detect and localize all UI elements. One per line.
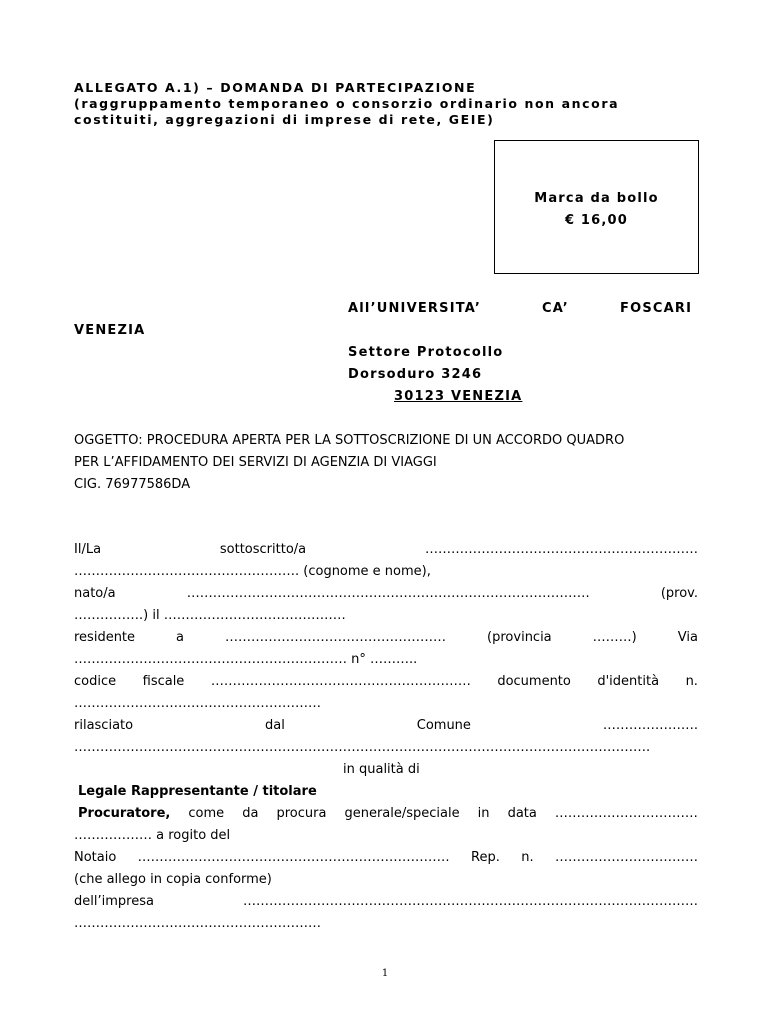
document-subtitle-line2: costituiti, aggregazioni di imprese di rete, GEIE) xyxy=(74,112,495,127)
option-label: Procuratore, xyxy=(78,806,171,821)
form-text: dell’impresa xyxy=(74,894,154,909)
form-text: come xyxy=(188,806,225,821)
form-text: da xyxy=(242,806,259,821)
form-row-id-number: ………………………………………………… xyxy=(74,696,321,711)
subject-line1: OGGETTO: PROCEDURA APERTA PER LA SOTTOSCRIZIONE DI UN ACCORDO QUADRO xyxy=(74,433,625,448)
form-text: n. xyxy=(521,850,534,865)
fill-in-dots: ………) xyxy=(592,630,637,645)
form-text: rilasciato xyxy=(74,718,134,733)
form-text: Il/La xyxy=(74,542,102,557)
form-row-issued-dots: ……………………………………………………………………………………………………………………. xyxy=(74,740,651,755)
form-text: nato/a xyxy=(74,586,116,601)
recipient-office: Settore Protocollo xyxy=(348,345,504,360)
document-title: ALLEGATO A.1) – DOMANDA DI PARTECIPAZIONE xyxy=(74,80,477,95)
recipient-street: Dorsoduro 3246 xyxy=(348,367,483,382)
form-row-company-dots: ………………………………………………… xyxy=(74,916,321,931)
recipient-word-1: All’UNIVERSITA’ xyxy=(348,301,482,316)
fill-in-dots: …………………. xyxy=(602,718,698,733)
recipient-word-3: FOSCARI xyxy=(620,301,693,316)
form-text: Notaio xyxy=(74,850,117,865)
form-text: generale/speciale xyxy=(344,806,460,821)
form-row-attached-copy: (che allego in copia conforme) xyxy=(74,872,272,887)
subject-cig: CIG. 76977586DA xyxy=(74,477,191,492)
form-text: (prov. xyxy=(660,586,698,601)
form-text: a xyxy=(176,630,185,645)
fill-in-dots: …………………………………………… xyxy=(225,630,447,645)
option-legal-representative xyxy=(74,784,317,799)
form-row-notary xyxy=(74,850,698,865)
form-row-birthdate: …………….) il …………………………………… xyxy=(74,608,346,623)
form-text: fiscale xyxy=(142,674,185,689)
fill-in-dots: ………………………………………………………………………………… xyxy=(186,586,590,601)
document-subtitle-line1: (raggruppamento temporaneo o consorzio ordinario non ancora xyxy=(74,96,620,111)
form-row-company xyxy=(74,894,698,909)
form-row-issued xyxy=(74,718,698,733)
revenue-stamp-box xyxy=(494,140,699,274)
form-text: Via xyxy=(677,630,698,645)
form-row-residence xyxy=(74,630,698,645)
form-row-capacity: in qualità di xyxy=(343,762,420,777)
recipient-word-4: VENEZIA xyxy=(74,323,146,338)
option-attorney-label xyxy=(74,806,170,821)
stamp-amount: € 16,00 xyxy=(564,213,629,228)
option-label: Legale Rappresentante / titolare xyxy=(78,784,317,799)
form-text: Rep. xyxy=(471,850,500,865)
form-text: in xyxy=(477,806,490,821)
recipient-city: 30123 VENEZIA xyxy=(394,389,523,404)
fill-in-dots: …………………………… xyxy=(554,850,698,865)
form-row-fiscal-code xyxy=(74,674,698,689)
option-attorney xyxy=(74,806,698,821)
stamp-label: Marca da bollo xyxy=(534,191,659,206)
fill-in-dots: ……………………………………………………………… xyxy=(137,850,450,865)
form-text: d'identità xyxy=(597,674,660,689)
form-text: sottoscritto/a xyxy=(219,542,307,557)
form-text: (provincia xyxy=(487,630,552,645)
form-text: procura xyxy=(276,806,327,821)
form-row-undersigned xyxy=(74,542,698,557)
fill-in-dots: …………………………………………………………………………………………… xyxy=(243,894,698,909)
form-row-born xyxy=(74,586,698,601)
form-text: Comune xyxy=(416,718,471,733)
form-row-name: ……………………………………………. (cognome e nome), xyxy=(74,564,431,579)
form-text: n. xyxy=(685,674,698,689)
subject-line2: PER L’AFFIDAMENTO DEI SERVIZI DI AGENZIA DI VIAGGI xyxy=(74,455,437,470)
page-number: 1 xyxy=(381,968,389,979)
form-text: documento xyxy=(497,674,571,689)
form-text: codice xyxy=(74,674,117,689)
form-text: data xyxy=(507,806,537,821)
fill-in-dots: …………………………………………………… xyxy=(210,674,471,689)
form-row-street-number: ……………………………………………………… n° ……….. xyxy=(74,652,418,667)
fill-in-dots: …………………………… xyxy=(554,806,698,821)
form-text: residente xyxy=(74,630,136,645)
form-text: dal xyxy=(265,718,285,733)
fill-in-dots: ……………………………………………………… xyxy=(424,542,698,557)
recipient-word-2: CA’ xyxy=(542,301,569,316)
form-row-rogito: ……………… a rogito del xyxy=(74,828,231,843)
